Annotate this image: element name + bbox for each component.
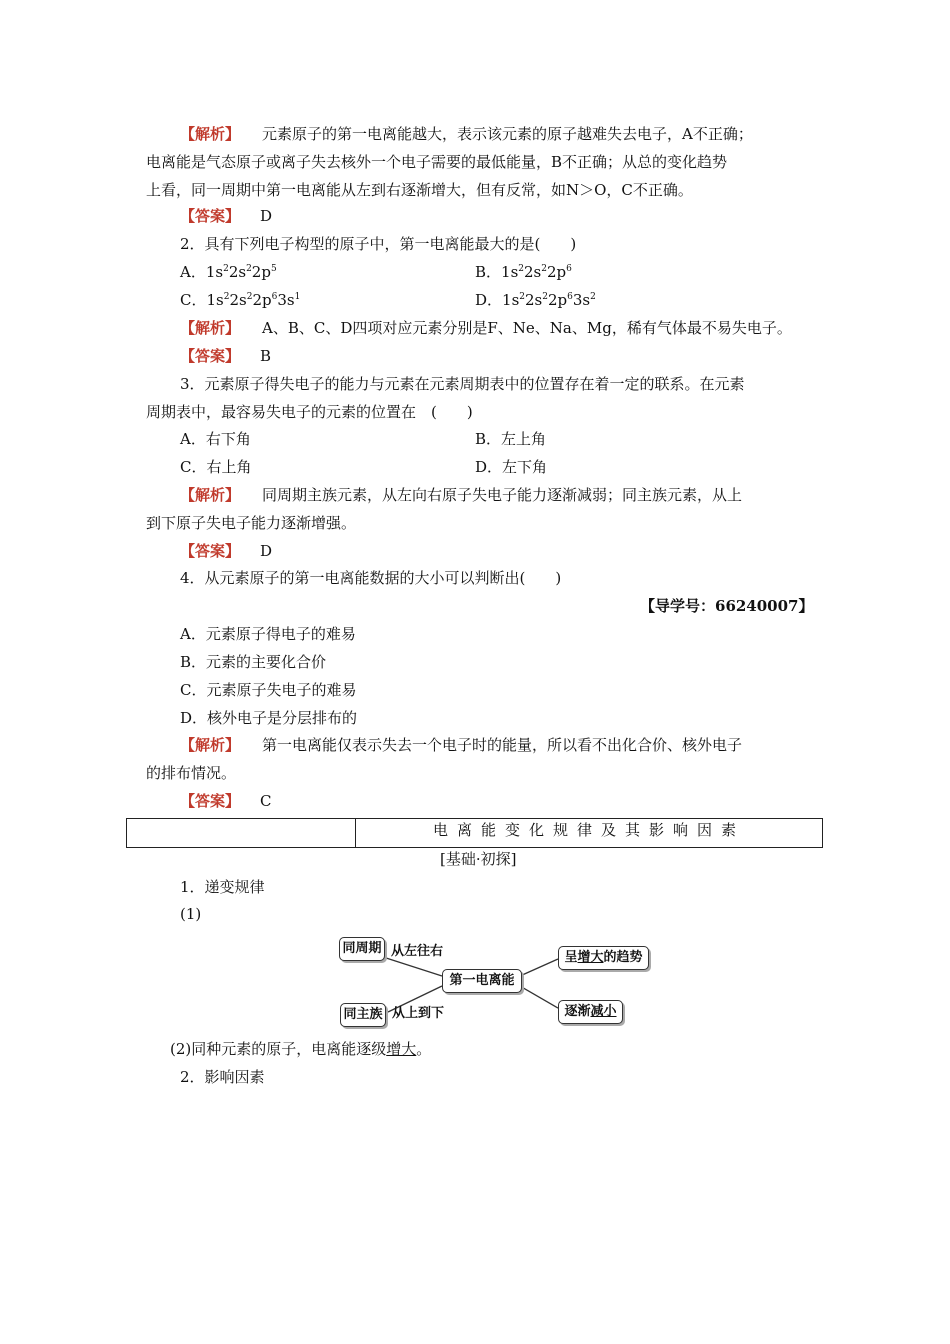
q2-option-b: B．$1s^22s^22p^6$ bbox=[475, 263, 572, 281]
intro-analysis-line3: 上看，同一周期中第一电离能从左到右逐渐增大，但有反常，如N＞O，C不正确。 bbox=[146, 181, 693, 199]
trend-decrease-fill: 减小 bbox=[590, 1004, 617, 1019]
item-1-sub-1: (1) bbox=[180, 905, 202, 923]
q3-analysis-line2: 到下原子失电子能力逐渐增强。 bbox=[146, 514, 357, 532]
item-1-heading: 1．递变规律 bbox=[180, 878, 265, 896]
q4-option-b: B．元素的主要化合价 bbox=[180, 653, 327, 671]
q2-answer: 【答案】 B bbox=[180, 347, 272, 365]
group-direction-label: 从上到下 bbox=[392, 1006, 445, 1021]
section-title: 电离能变化规律及其影响因素 bbox=[432, 821, 745, 839]
q3-answer: 【答案】 D bbox=[180, 542, 273, 560]
q2-option-d: D．$1s^22s^22p^63s^2$ bbox=[475, 291, 596, 309]
q3-option-d: D．左下角 bbox=[475, 458, 548, 476]
q4-analysis-line1: 【解析】 第一电离能仅表示失去一个电子时的能量，所以看不出化合价、核外电子 bbox=[180, 736, 743, 754]
center-concept-box: 第一电离能 bbox=[442, 969, 522, 993]
q4-analysis-line2: 的排布情况。 bbox=[146, 764, 237, 782]
q2-option-a: A．$1s^22s^22p^5$ bbox=[180, 263, 277, 281]
q2-analysis: 【解析】 A、B、C、D四项对应元素分别是F、Ne、Na、Mg，稀有气体最不易失电子。 bbox=[180, 319, 792, 337]
sub-2-fill: 增大 bbox=[386, 1040, 417, 1058]
q3-option-c: C．右上角 bbox=[180, 458, 252, 476]
intro-analysis-line2: 电离能是气态原子或离子失去核外一个电子需要的最低能量，B不正确；从总的变化趋势 bbox=[146, 153, 728, 171]
intro-analysis-line1: 【解析】 元素原子的第一电离能越大，表示该元素的原子越难失去电子，A不正确； bbox=[180, 125, 753, 143]
answer-tag: 【答案】 bbox=[180, 792, 241, 810]
period-box: 同周期 bbox=[339, 937, 385, 961]
trend-decrease-box: 逐渐减小 bbox=[558, 1000, 623, 1024]
trend-increase-box: 呈增大的趋势 bbox=[558, 946, 649, 970]
q3-option-a: A．右下角 bbox=[180, 430, 251, 448]
q3-option-b: B．左上角 bbox=[475, 430, 547, 448]
q4-answer: 【答案】 C bbox=[180, 792, 272, 810]
analysis-tag: 【解析】 bbox=[180, 486, 241, 504]
q4-option-c: C．元素原子失电子的难易 bbox=[180, 681, 357, 699]
analysis-tag: 【解析】 bbox=[180, 319, 241, 337]
analysis-tag: 【解析】 bbox=[180, 125, 241, 143]
item-2-heading: 2．影响因素 bbox=[180, 1068, 265, 1086]
q4-stem: 4．从元素原子的第一电离能数据的大小可以判断出( ) bbox=[180, 569, 562, 587]
period-direction-label: 从左往右 bbox=[391, 944, 444, 959]
intro-answer: 【答案】 D bbox=[180, 207, 273, 225]
section-subtitle: [基础·初探] bbox=[440, 850, 517, 868]
q3-stem-line1: 3．元素原子得失电子的能力与元素在元素周期表中的位置存在着一定的联系。在元素 bbox=[180, 375, 745, 393]
trend-increase-fill: 增大 bbox=[577, 950, 604, 965]
q3-stem-line2: 周期表中，最容易失电子的元素的位置在 ( ) bbox=[146, 403, 473, 421]
answer-tag: 【答案】 bbox=[180, 347, 241, 365]
q2-option-c: C．$1s^22s^22p^63s^1$ bbox=[180, 291, 301, 309]
q4-option-a: A．元素原子得电子的难易 bbox=[180, 625, 356, 643]
q4-option-d: D．核外电子是分层排布的 bbox=[180, 709, 358, 727]
item-1-sub-2: (2)同种元素的原子，电离能逐级增大。 bbox=[170, 1040, 432, 1058]
answer-tag: 【答案】 bbox=[180, 542, 241, 560]
answer-tag: 【答案】 bbox=[180, 207, 241, 225]
q3-analysis-line1: 【解析】 同周期主族元素，从左向右原子失电子能力逐渐减弱；同主族元素，从上 bbox=[180, 486, 743, 504]
q2-stem: 2．具有下列电子构型的原子中，第一电离能最大的是( ) bbox=[180, 235, 577, 253]
q4-reference-number: 【导学号：66240007】 bbox=[640, 597, 814, 615]
analysis-tag: 【解析】 bbox=[180, 736, 241, 754]
group-box: 同主族 bbox=[340, 1003, 386, 1027]
